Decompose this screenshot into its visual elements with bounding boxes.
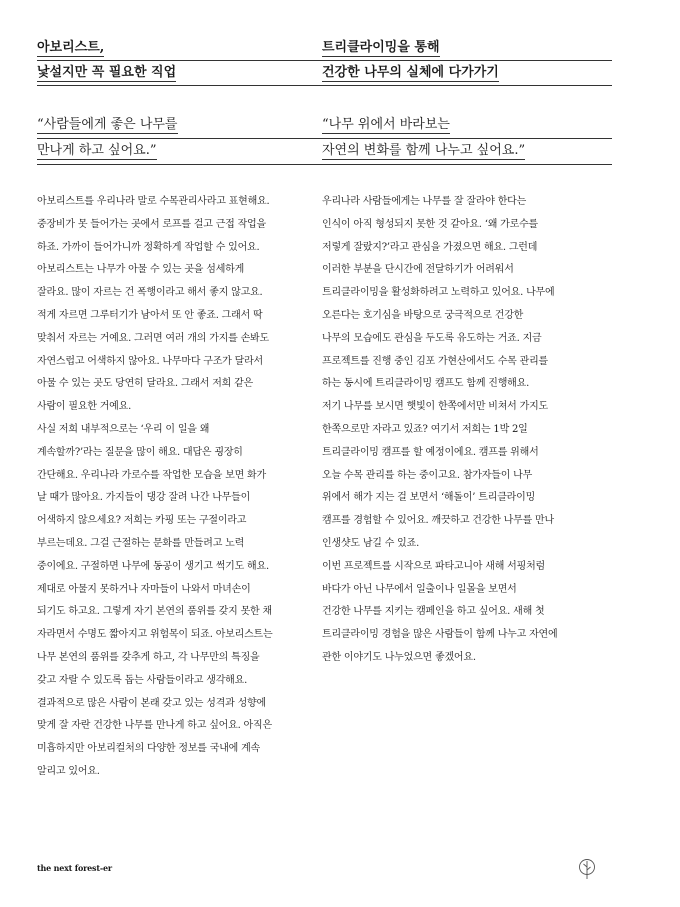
right-quote-line-2: 자연의 변화를 함께 나누고 싶어요.”: [322, 143, 526, 158]
tree-leaf-icon: [578, 858, 596, 880]
left-body-line: 사실 저희 내부적으로는 ‘우리 이 일을 왜: [37, 423, 210, 435]
right-body-line: 트리클라이밍 캠프를 할 예정이에요. 캠프를 위해서: [322, 446, 539, 458]
left-body-text: [37, 191, 327, 784]
left-body-line: 아물 수 있는 곳도 당연히 달라요. 그래서 저희 같은: [37, 378, 254, 390]
left-body-line: 알리고 있어요.: [37, 765, 100, 777]
left-quote: [37, 113, 327, 165]
left-quote-line-2: 만나게 하고 싶어요.”: [37, 143, 157, 158]
right-body-line: 이러한 부분을 단시간에 전달하기가 어려워서: [322, 264, 514, 276]
left-body-line: 맞게 잘 자란 건강한 나무를 만나게 하고 싶어요. 아직은: [37, 720, 272, 732]
right-body-line: 관한 이야기도 나누었으면 좋겠어요.: [322, 651, 476, 663]
right-body-line: 트리클라이밍 경험을 많은 사람들이 함께 나누고 자연에: [322, 629, 558, 641]
right-body-line: 이번 프로젝트를 시작으로 파타고니아 새해 서핑처럼: [322, 560, 546, 572]
left-body-line: 중이에요. 구절하면 나무에 동공이 생기고 썩기도 해요.: [37, 560, 269, 572]
left-body-line: 결과적으로 많은 사람이 본래 갖고 있는 성격과 성향에: [37, 697, 266, 709]
right-body-line: 우리나라 사람들에게는 나무를 잘 잘라야 한다는: [322, 196, 527, 207]
left-body-line: 갖고 자랄 수 있도록 돕는 사람들이라고 생각해요.: [37, 674, 248, 686]
right-body-text: [322, 191, 612, 670]
left-body-line: 제대로 아물지 못하거나 자마들이 나와서 마녀손이: [37, 583, 251, 595]
right-body-line: 트리클라이밍을 활성화하려고 노력하고 있어요. 나무에: [322, 287, 555, 299]
left-body-line: 자연스럽고 어색하지 않아요. 나무마다 구조가 달라서: [37, 355, 263, 367]
left-body-line: 간단해요. 우리나라 가로수를 작업한 모습을 보면 화가: [37, 469, 266, 481]
footer-brand: the next forest-er: [37, 863, 112, 873]
left-body-line: 아보리스트를 우리나라 말로 수목관리사라고 표현해요.: [37, 196, 270, 207]
left-body-line: 되기도 하고요. 그렇게 자기 본연의 품위를 갖지 못한 채: [37, 606, 272, 618]
right-body-line: 건강한 나무를 지키는 캠페인을 하고 싶어요. 새해 첫: [322, 606, 545, 618]
left-heading-line-1: 아보리스트,: [37, 40, 105, 55]
left-quote-line-1: “사람들에게 좋은 나무를: [37, 117, 178, 132]
left-heading: [37, 36, 327, 86]
left-body-line: 자라면서 수명도 짧아지고 위험목이 되죠. 아보리스트는: [37, 629, 273, 641]
left-body-line: 하죠. 가까이 들어가니까 정확하게 작업할 수 있어요.: [37, 241, 260, 253]
right-quote: [322, 113, 612, 165]
right-column: [322, 36, 612, 670]
right-body-line: 위에서 해가 지는 걸 보면서 ‘해돌이’ 트리클라이밍: [322, 492, 536, 504]
left-body-line: 계속할까?’라는 질문을 많이 해요. 대답은 굉장히: [37, 446, 243, 458]
left-body-line: 중장비가 못 들어가는 곳에서 로프를 걸고 근접 작업을: [37, 218, 266, 230]
left-body-line: 미흡하지만 아보리컬처의 다양한 정보를 국내에 계속: [37, 743, 261, 755]
right-quote-line-1: “나무 위에서 바라보는: [322, 117, 450, 132]
right-heading: [322, 36, 612, 86]
left-body-line: 부르는데요. 그걸 근절하는 문화를 만들려고 노력: [37, 537, 245, 549]
right-body-line: 저기 나무를 보시면 햇빛이 한쪽에서만 비쳐서 가지도: [322, 401, 548, 413]
left-body-line: 맞춰서 자르는 거예요. 그러면 여러 개의 가지를 손봐도: [37, 332, 269, 344]
left-body-line: 사람이 필요한 거예요.: [37, 401, 132, 413]
left-body-line: 날 때가 많아요. 가지들이 댕강 잘려 나간 나무들이: [37, 492, 251, 504]
right-body-line: 캠프를 경험할 수 있어요. 깨끗하고 건강한 나무를 만나: [322, 515, 554, 527]
left-column: [37, 36, 327, 784]
right-body-line: 인생샷도 남길 수 있죠.: [322, 537, 420, 549]
right-body-line: 오늘 수목 관리를 하는 중이고요. 참가자들이 나무: [322, 469, 533, 481]
right-body-line: 바다가 아닌 나무에서 일출이나 일몰을 보면서: [322, 583, 517, 595]
left-body-line: 나무 본연의 품위를 갖추게 하고, 각 나무만의 특징을: [37, 651, 260, 663]
right-body-line: 하는 동시에 트리클라이밍 캠프도 함께 진행해요.: [322, 378, 530, 390]
right-body-line: 저렇게 잘랐지?’라고 관심을 가졌으면 해요. 그런데: [322, 241, 538, 253]
left-body-line: 잘라요. 많이 자르는 건 폭행이라고 해서 좋지 않고요.: [37, 287, 263, 299]
right-body-line: 한쪽으로만 자라고 있죠? 여기서 저희는 1박 2일: [322, 423, 528, 435]
left-body-line: 어색하지 않으세요? 저희는 카핑 또는 구절이라고: [37, 515, 247, 527]
right-heading-line-1: 트리클라이밍을 통해: [322, 40, 440, 55]
left-body-line: 아보리스트는 나무가 아물 수 있는 곳을 섬세하게: [37, 264, 245, 276]
right-body-line: 오른다는 호기심을 바탕으로 궁극적으로 건강한: [322, 309, 524, 321]
right-heading-line-2: 건강한 나무의 실체에 다가가기: [322, 65, 499, 80]
left-body-line: 적게 자르면 그루터기가 남아서 또 안 좋죠. 그래서 딱: [37, 309, 263, 321]
left-heading-line-2: 낯설지만 꼭 필요한 직업: [37, 65, 177, 80]
right-body-line: 나무의 모습에도 관심을 두도록 유도하는 거죠. 지금: [322, 332, 542, 344]
right-body-line: 프로젝트를 진행 중인 김포 가현산에서도 수목 관리를: [322, 355, 548, 367]
right-body-line: 인식이 아직 형성되지 못한 것 같아요. ‘왜 가로수를: [322, 218, 539, 230]
